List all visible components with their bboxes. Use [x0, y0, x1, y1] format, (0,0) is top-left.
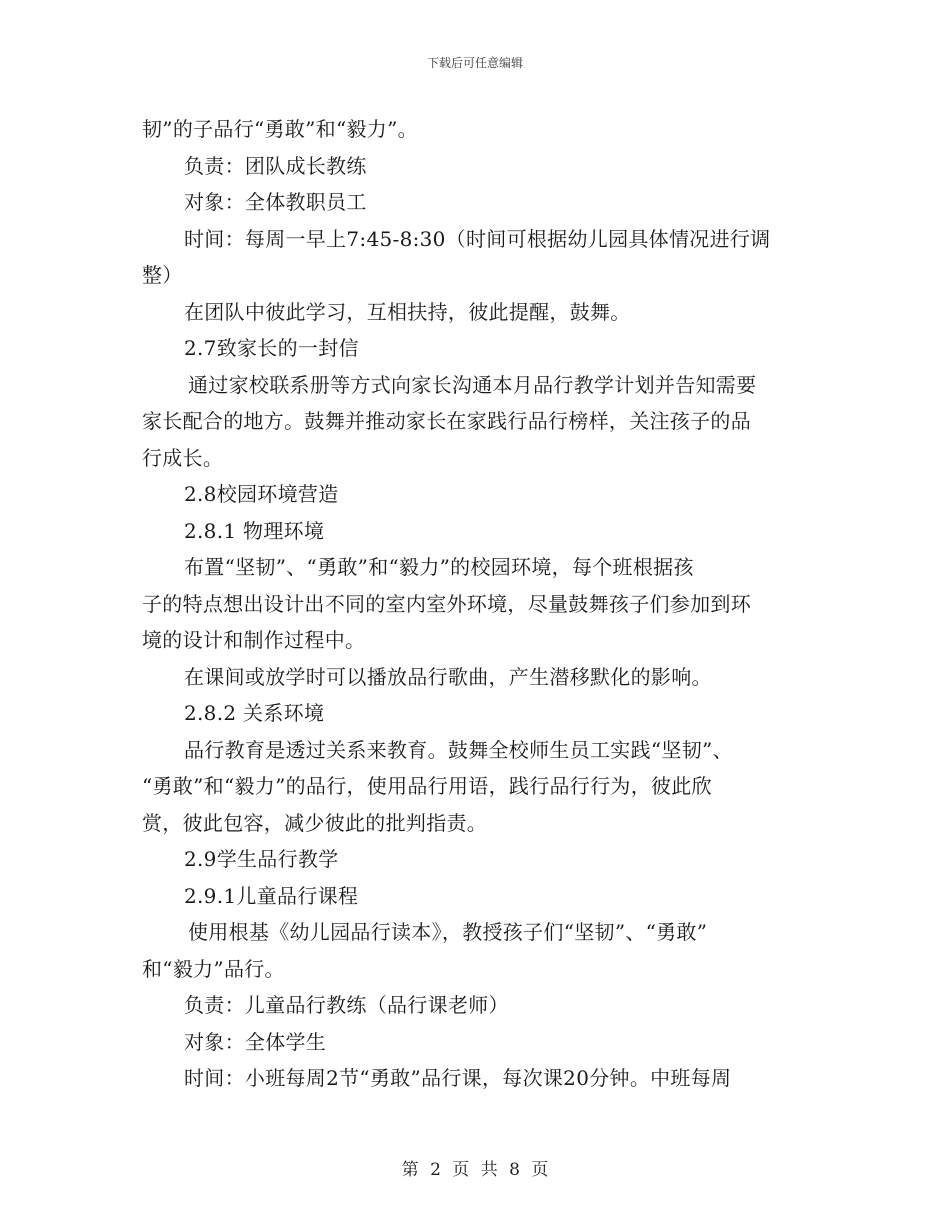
text-line: 2.9.1儿童品行课程 [184, 883, 359, 908]
text-line: 整） [142, 263, 183, 287]
text-line: 韧”的子品行“勇敢”和“毅力”。 [142, 117, 418, 141]
text-line: 品行教育是透过关系来教育。鼓舞全校师生员工实践“坚韧”、 [184, 737, 733, 762]
text-line: 对象：全体教职员工 [184, 190, 367, 214]
text-line: 通过家校联系册等方式向家长沟通本月品行教学计划并告知需要 [188, 372, 757, 397]
text-line: “勇敢”和“毅力”的品行，使用品行用语，践行品行行为，彼此欣 [142, 774, 712, 798]
text-line: 子的特点想出设计出不同的室内室外环境，尽量鼓舞孩子们参加到环 [142, 591, 751, 616]
text-line: 2.8.1 物理环境 [184, 518, 325, 543]
text-line: 和“毅力”品行。 [142, 956, 285, 981]
document-body [142, 111, 810, 1097]
text-line: 布置“坚韧”、“勇敢”和“毅力”的校园环境，每个班根据孩 [184, 555, 694, 579]
text-line: 赏，彼此包容，减少彼此的批判指责。 [142, 810, 488, 835]
page-footer: 第 2 页 共 8 页 [401, 1160, 549, 1180]
text-line: 2.9学生品行教学 [184, 847, 339, 871]
text-line: 2.8校园环境营造 [184, 482, 339, 506]
text-line: 2.8.2 关系环境 [184, 701, 325, 725]
text-line: 在团队中彼此学习，互相扶持，彼此提醒，鼓舞。 [184, 299, 631, 324]
text-line: 对象：全体学生 [184, 1029, 327, 1054]
text-line: 负责：团队成长教练 [184, 153, 367, 178]
text-line: 境的设计和制作过程中。 [142, 628, 366, 652]
text-line: 行成长。 [142, 445, 224, 470]
text-line: 2.7致家长的一封信 [184, 336, 359, 360]
text-line: 负责：儿童品行教练（品行课老师） [184, 993, 509, 1017]
text-line: 在课间或放学时可以播放品行歌曲，产生潜移默化的影响。 [184, 664, 712, 689]
text-line: 家长配合的地方。鼓舞并推动家长在家践行品行榜样，关注孩子的品 [142, 409, 751, 433]
text-line: 时间：小班每周2节“勇敢”品行课，每次课20分钟。中班每周 [184, 1066, 732, 1090]
text-line: 时间：每周一早上7:45-8:30（时间可根据幼儿园具体情况进行调 [184, 226, 771, 251]
page-header: 下载后可任意编辑 [426, 56, 523, 70]
text-line: 使用根基《幼儿园品行读本》，教授孩子们“坚韧”、“勇敢” [188, 920, 708, 944]
